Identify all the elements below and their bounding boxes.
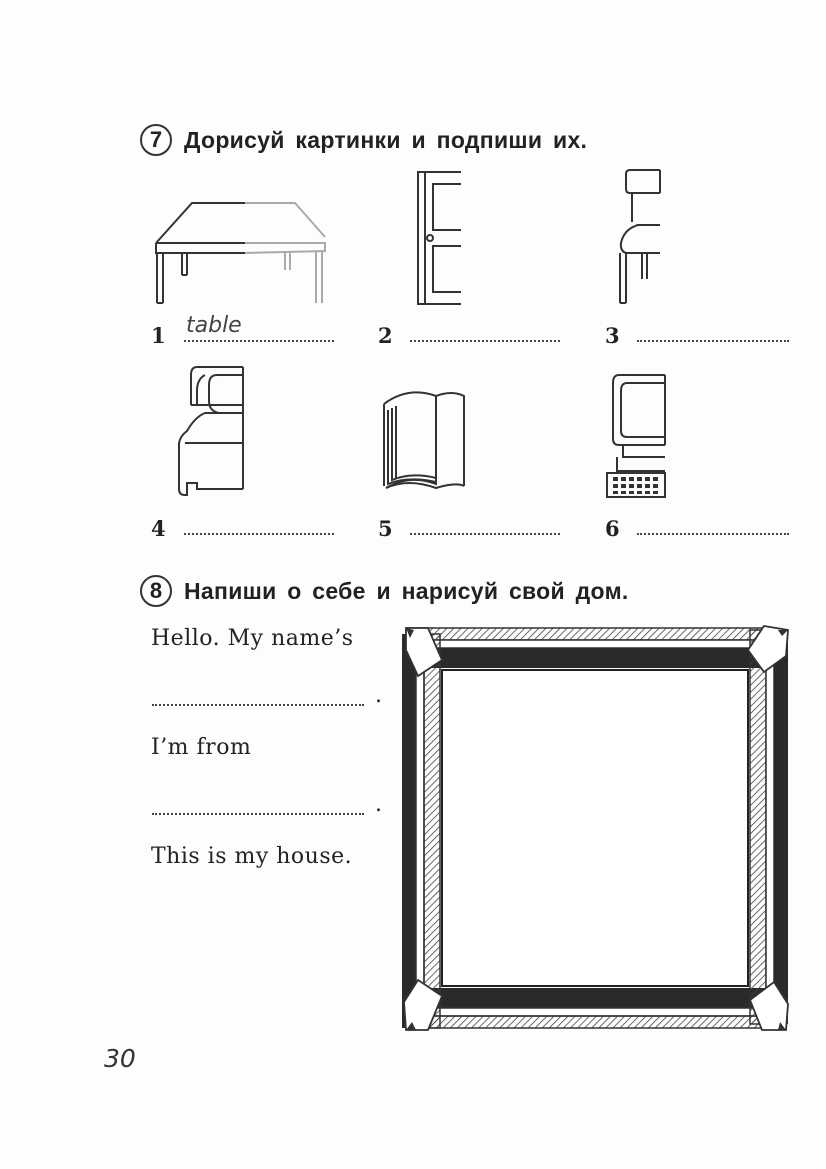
- item-number: 5: [378, 516, 393, 541]
- page-number: 30: [104, 1044, 136, 1073]
- task-7-title: Дорисуй картинки и подпиши их.: [184, 126, 588, 153]
- item-number: 4: [151, 516, 166, 541]
- period: .: [375, 683, 382, 708]
- answer-line[interactable]: [637, 340, 789, 342]
- task-8-number: 8: [140, 575, 172, 607]
- from-answer-line[interactable]: [152, 813, 364, 815]
- from-sentence: I’m from: [151, 735, 252, 760]
- chair-icon: [612, 167, 667, 307]
- answer-line[interactable]: [184, 533, 334, 535]
- task-7-header: [140, 124, 587, 156]
- answer-line[interactable]: [184, 340, 334, 342]
- item-number: 2: [378, 323, 393, 348]
- computer-icon: [605, 373, 675, 503]
- pencil-frame: [398, 620, 794, 1036]
- table-icon: [150, 195, 330, 310]
- task-7-number: 7: [140, 124, 172, 156]
- answer-line[interactable]: [410, 533, 560, 535]
- answer-line[interactable]: [410, 340, 560, 342]
- book-icon: [378, 384, 468, 494]
- item-number: 1: [151, 323, 166, 348]
- item-number: 6: [605, 516, 620, 541]
- period: .: [375, 792, 382, 817]
- door-icon: [415, 170, 465, 306]
- bed-icon: [175, 365, 250, 505]
- item-number: 3: [605, 323, 620, 348]
- answer-text[interactable]: table: [186, 313, 242, 338]
- task-8-title: Напиши о себе и нарисуй свой дом.: [184, 577, 629, 604]
- house-sentence: This is my house.: [151, 844, 353, 869]
- task-8-header: [140, 575, 629, 607]
- name-sentence: Hello. My name’s: [151, 626, 354, 651]
- name-answer-line[interactable]: [152, 704, 364, 706]
- answer-line[interactable]: [637, 533, 789, 535]
